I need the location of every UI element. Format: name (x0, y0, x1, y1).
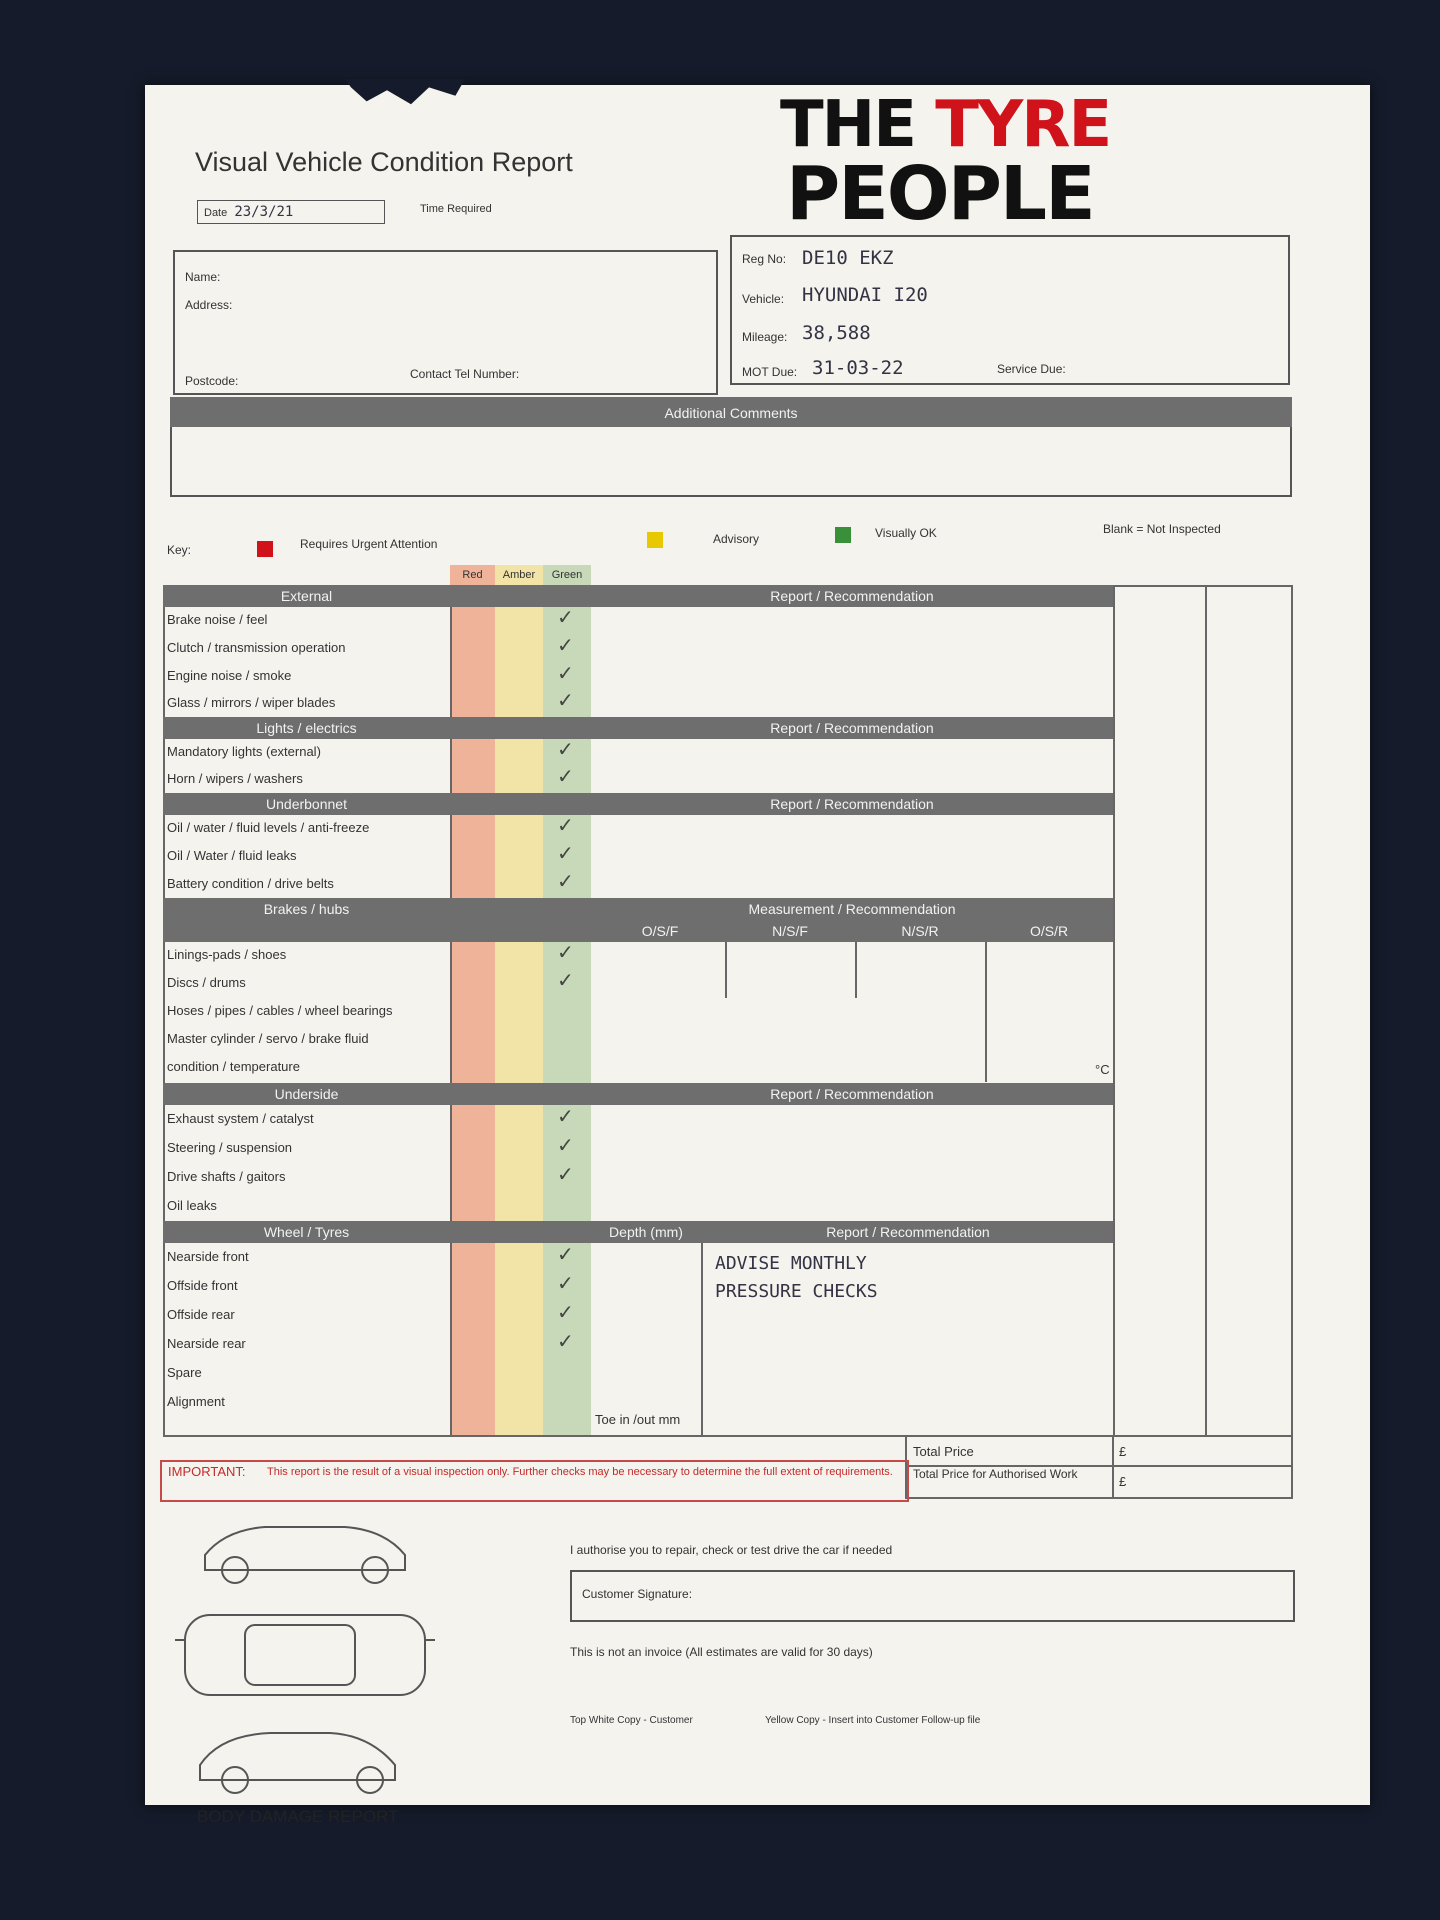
tick-mandatory-lights: ✓ (557, 737, 574, 761)
tick-horn-wipers: ✓ (557, 764, 574, 788)
tick-nearside-rear: ✓ (557, 1329, 574, 1353)
tick-glass-mirrors: ✓ (557, 688, 574, 712)
advice-line-2: PRESSURE CHECKS (715, 1281, 878, 1302)
time-required-label: Time Required (420, 203, 492, 215)
row-oil-water-leaks: Oil / Water / fluid leaks (167, 848, 297, 863)
contact-label: Contact Tel Number: (410, 367, 520, 381)
tick-offside-rear: ✓ (557, 1300, 574, 1324)
not-invoice-text: This is not an invoice (All estimates are valid for 30 days) (570, 1645, 873, 1659)
price-column-divider (1113, 585, 1115, 1437)
date-label: Date (204, 207, 228, 219)
underside-heading: Underside (274, 1086, 339, 1102)
row-condition-temperature: condition / temperature (167, 1059, 300, 1074)
reg-label: Reg No: (742, 252, 787, 266)
tick-brake-noise: ✓ (557, 605, 574, 629)
external-section-header (163, 585, 1113, 607)
date-field[interactable] (197, 200, 385, 224)
mot-label: MOT Due: (742, 365, 798, 379)
wheels-section-header (163, 1221, 1113, 1243)
row-glass-mirrors: Glass / mirrors / wiper blades (167, 695, 336, 710)
car-outline-diagram (175, 1515, 455, 1815)
wheels-heading: Wheel / Tyres (263, 1224, 350, 1240)
date-value: 23/3/21 (234, 204, 294, 220)
vehicle-label: Vehicle: (742, 292, 785, 306)
white-copy-text: Top White Copy - Customer (570, 1715, 693, 1726)
tick-nearside-front: ✓ (557, 1242, 574, 1266)
row-master-cylinder: Master cylinder / servo / brake fluid (167, 1031, 369, 1046)
authorised-currency: £ (1119, 1474, 1127, 1489)
authorised-label: Total Price for Authorised Work (913, 1467, 1078, 1481)
green-column-header: Green (543, 565, 591, 585)
external-report-heading: Report / Recommendation (770, 588, 934, 604)
row-steering: Steering / suspension (167, 1140, 293, 1155)
pos-nsr: N/S/R (901, 923, 939, 939)
tick-oil-water-leaks: ✓ (557, 841, 574, 865)
totals-box (905, 1437, 1293, 1499)
torn-corner (345, 79, 465, 107)
brake-grid-line-3 (985, 942, 987, 1082)
brake-positions-header (163, 920, 1113, 942)
pos-nsf: N/S/F (772, 923, 808, 939)
underbonnet-report-heading: Report / Recommendation (770, 796, 934, 812)
additional-comments-heading: Additional Comments (170, 397, 1292, 427)
red-column-header: Red (450, 565, 495, 585)
totals-col-divider (1112, 1437, 1114, 1497)
pos-osr: O/S/R (1029, 923, 1069, 939)
important-text: This report is the result of a visual inspection only. Further checks may be necessary to determine the full extent of requirements. (267, 1466, 893, 1478)
row-nearside-rear: Nearside rear (167, 1336, 246, 1351)
tick-engine-noise: ✓ (557, 661, 574, 685)
tick-clutch: ✓ (557, 633, 574, 657)
underbonnet-section-header (163, 793, 1113, 815)
depth-column-divider (701, 1243, 703, 1437)
tick-battery: ✓ (557, 869, 574, 893)
signature-box[interactable] (570, 1570, 1295, 1622)
reg-value: DE10 EKZ (802, 247, 894, 269)
price-column-divider-2 (1205, 585, 1207, 1437)
underside-report-heading: Report / Recommendation (770, 1086, 934, 1102)
key-label: Key: (167, 543, 192, 557)
tick-steering: ✓ (557, 1133, 574, 1157)
tick-discs: ✓ (557, 968, 574, 992)
tick-oil-water-levels: ✓ (557, 813, 574, 837)
external-heading: External (280, 588, 333, 604)
tick-exhaust: ✓ (557, 1104, 574, 1128)
brake-grid-line-2 (855, 942, 857, 998)
row-battery: Battery condition / drive belts (167, 876, 334, 891)
row-hoses: Hoses / pipes / cables / wheel bearings (167, 1003, 393, 1018)
underside-section-header (163, 1083, 1113, 1105)
total-price-label: Total Price (913, 1444, 974, 1459)
yellow-copy-text: Yellow Copy - Insert into Customer Follow-up file (765, 1715, 981, 1726)
pos-osf: O/S/F (641, 923, 679, 939)
logo-people: PEOPLE (786, 151, 1094, 237)
row-alignment: Alignment (167, 1394, 225, 1409)
important-notice (160, 1460, 909, 1502)
total-price-currency: £ (1119, 1444, 1127, 1459)
row-brake-noise: Brake noise / feel (167, 612, 268, 627)
row-horn-wipers: Horn / wipers / washers (167, 771, 303, 786)
mileage-label: Mileage: (742, 330, 788, 344)
tick-linings: ✓ (557, 940, 574, 964)
label-column-divider (450, 585, 452, 1437)
row-linings: Linings-pads / shoes (167, 947, 287, 962)
row-spare: Spare (167, 1365, 202, 1380)
key-urgent: Requires Urgent Attention (300, 537, 438, 551)
amber-column-header: Amber (495, 565, 543, 585)
body-damage-label: BODY DAMAGE REPORT (197, 1807, 399, 1826)
key-red-square (257, 541, 273, 557)
tyre-people-logo (780, 88, 1111, 237)
key-amber-square (647, 532, 663, 548)
handwritten-advice (715, 1250, 878, 1306)
vehicle-details-box (730, 235, 1290, 385)
row-nearside-front: Nearside front (167, 1249, 249, 1264)
additional-comments-box[interactable] (170, 427, 1292, 497)
brakes-section-header (163, 898, 1113, 920)
key-blank: Blank = Not Inspected (1103, 522, 1221, 536)
lights-heading: Lights / electrics (256, 720, 357, 736)
name-label: Name: (185, 270, 221, 284)
customer-details-box (173, 250, 718, 395)
temperature-unit: °C (1095, 1062, 1110, 1077)
service-due-label: Service Due: (997, 362, 1066, 376)
row-offside-front: Offside front (167, 1278, 238, 1293)
lights-report-heading: Report / Recommendation (770, 720, 934, 736)
report-sheet (145, 85, 1370, 1826)
brake-grid-line-1 (725, 942, 727, 998)
row-offside-rear: Offside rear (167, 1307, 235, 1322)
authorise-text: I authorise you to repair, check or test drive the car if needed (570, 1543, 893, 1557)
row-mandatory-lights: Mandatory lights (external) (167, 744, 321, 759)
lights-section-header (163, 717, 1113, 739)
postcode-label: Postcode: (185, 374, 239, 388)
advice-line-1: ADVISE MONTHLY (715, 1253, 867, 1274)
tick-drive-shafts: ✓ (557, 1162, 574, 1186)
tick-offside-front: ✓ (557, 1271, 574, 1295)
row-exhaust: Exhaust system / catalyst (167, 1111, 314, 1126)
key-advisory: Advisory (713, 532, 760, 546)
depth-heading: Depth (mm) (609, 1224, 683, 1240)
mileage-value: 38,588 (802, 322, 871, 344)
underbonnet-heading: Underbonnet (266, 796, 347, 812)
toe-label: Toe in /out mm (595, 1412, 681, 1427)
key-ok: Visually OK (875, 526, 937, 540)
row-clutch: Clutch / transmission operation (167, 640, 346, 655)
brakes-measurement-heading: Measurement / Recommendation (748, 901, 956, 917)
vehicle-value: HYUNDAI I20 (802, 284, 928, 306)
logo-the: THE (780, 88, 936, 162)
row-drive-shafts: Drive shafts / gaitors (167, 1169, 286, 1184)
signature-label: Customer Signature: (582, 1587, 693, 1601)
logo-tyre: TYRE (935, 88, 1111, 162)
key-green-square (835, 527, 851, 543)
brakes-heading: Brakes / hubs (263, 901, 350, 917)
address-label: Address: (185, 298, 233, 312)
row-discs: Discs / drums (167, 975, 246, 990)
mot-value: 31-03-22 (812, 357, 904, 379)
row-oil-leaks: Oil leaks (167, 1198, 217, 1213)
page-title: Visual Vehicle Condition Report (195, 147, 573, 177)
important-label: IMPORTANT: (168, 1464, 246, 1479)
row-engine-noise: Engine noise / smoke (167, 668, 292, 683)
wheels-report-heading: Report / Recommendation (826, 1224, 990, 1240)
row-oil-water-levels: Oil / water / fluid levels / anti-freeze (167, 820, 370, 835)
